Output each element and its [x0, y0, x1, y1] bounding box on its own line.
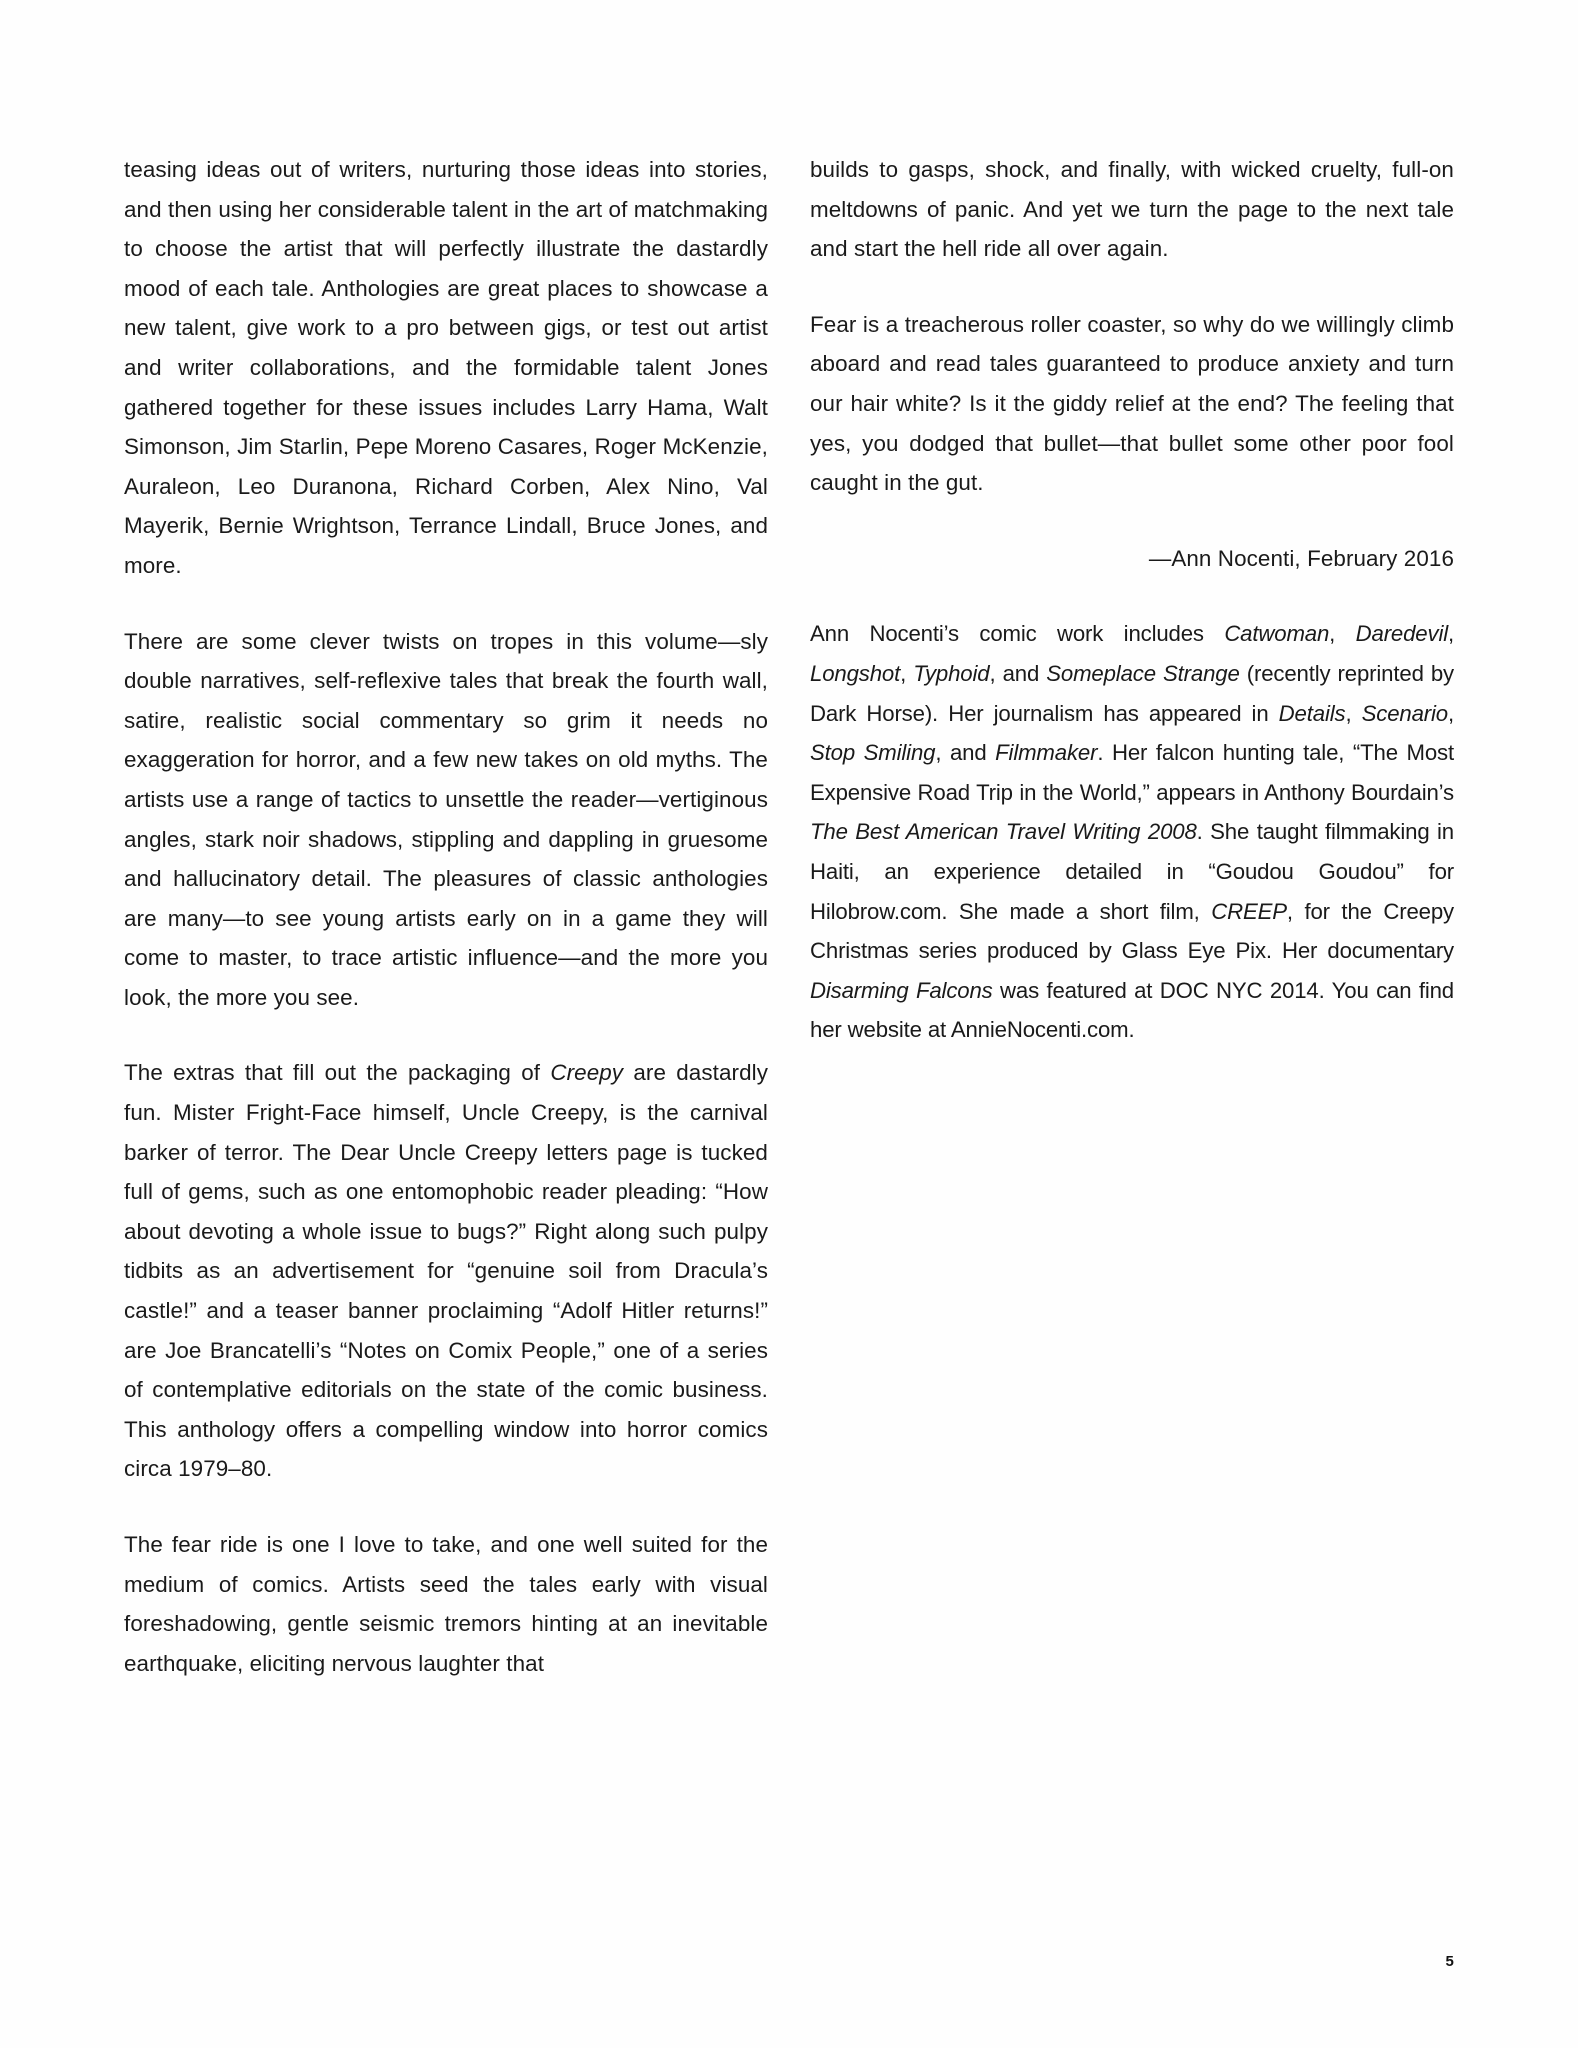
bio-title-creep: CREEP — [1211, 898, 1287, 924]
bio-title-details: Details — [1278, 700, 1346, 726]
creepy-title-italic: Creepy — [550, 1060, 624, 1086]
right-paragraph-2: Fear is a treacherous roller coaster, so why do we willingly climb aboard and read tales guaranteed to produce anxiety and turn our hair white? Is it the giddy relief at the end? The feeling that yes, you dodged that bullet—that bullet some other poor fool caught in the gut. — [810, 311, 1454, 496]
bio-title-catwoman: Catwoman — [1224, 621, 1330, 647]
bio-title-someplace-strange: Someplace Strange — [1046, 660, 1240, 686]
left-paragraph-2: There are some clever twists on tropes in this volume—sly double narratives, self-reflexive tales that break the fourth wall, satire, realistic social commentary so grim it needs no exaggeration for horror, and a few new takes on old myths. The artists use a range of tactics to unsettle the reader—vertiginous angles, stark noir shadows, stippling and dappling in gruesome and hallucinatory detail. The pleasures of classic anthologies are many—to see young artists early on in a game they will come to master, to trace artistic influence—and the more you look, the more you see. — [124, 628, 768, 1010]
author-biography — [810, 614, 1454, 1050]
two-column-text-body — [124, 150, 1454, 1683]
bio-s2: , — [1329, 621, 1356, 647]
bio-title-filmmaker: Filmmaker — [995, 740, 1098, 766]
right-paragraph-1: builds to gasps, shock, and finally, with wicked cruelty, full-on meltdowns of panic. And yet we turn the page to the next tale and start the hell ride all over again. — [810, 157, 1454, 262]
bio-s9: , and — [935, 740, 996, 766]
bio-s1: Ann Nocenti’s comic work includes — [810, 621, 1225, 647]
bio-s13: was featured at DOC NYC 2014. You can find her website at AnnieNocenti.com. — [810, 977, 1454, 1043]
left-column — [124, 150, 768, 1683]
bio-s12: , for the Creepy Christmas series produced by Glass Eye Pix. Her documentary — [810, 898, 1454, 964]
bio-s10: . Her falcon hunting tale, “The Most Expensive Road Trip in the World,” appears in Anthony Bourdain’s — [810, 740, 1454, 805]
page-number: 5 — [1445, 1953, 1454, 1970]
bio-title-daredevil: Daredevil — [1355, 621, 1448, 647]
bio-s11: . She taught filmmaking in Haiti, an experience detailed in “Goudou Goudou” for Hilobrow.com. She made a short film, — [810, 819, 1454, 924]
bio-title-best-american-travel-writing: The Best American Travel Writing 2008 — [810, 819, 1197, 845]
author-attribution: —Ann Nocenti, February 2016 — [1148, 545, 1454, 571]
bio-s8: , — [1447, 700, 1454, 726]
bio-title-disarming-falcons: Disarming Falcons — [810, 977, 993, 1003]
right-column — [810, 150, 1454, 1683]
p3-text-part-2: are dastardly fun. Mister Fright-Face himself, Uncle Creepy, is the carnival barker of terror. The Dear Uncle Creepy letters page is tucked full of gems, such as one entomophobic reader pleading: “How about devoting a whole issue to bugs?” Right along such pulpy tidbits as an advertisement for “genuine soil from Dracula’s castle!” and a teaser banner proclaiming “Adolf Hitler returns!” are Joe Brancatelli’s “Notes on Comix People,” one of a series of contemplative editorials on the state of the comic business. This anthology offers a compelling window into horror comics circa 1979–80. — [124, 1060, 768, 1482]
bio-s6: (recently reprinted by Dark Horse). Her journalism has appeared in — [810, 660, 1454, 726]
bio-s3: , — [1448, 621, 1455, 647]
left-paragraph-4: The fear ride is one I love to take, and one well suited for the medium of comics. Artists seed the tales early with visual foreshadowing, gentle seismic tremors hinting at an inevitable earthquake, eliciting nervous laughter that — [124, 1532, 768, 1676]
bio-s7: , — [1345, 700, 1362, 726]
bio-title-stop-smiling: Stop Smiling — [810, 740, 936, 766]
bio-title-scenario: Scenario — [1361, 700, 1448, 726]
bio-s4: , — [900, 660, 914, 686]
left-paragraph-3 — [124, 1053, 768, 1489]
left-paragraph-1: teasing ideas out of writers, nurturing those ideas into stories, and then using her considerable talent in the art of matchmaking to choose the artist that will perfectly illustrate the dastardly mood of each tale. Anthologies are great places to showcase a new talent, give work to a pro between gigs, or test out artist and writer collaborations, and the formidable talent Jones gathered together for these issues includes Larry Hama, Walt Simonson, Jim Starlin, Pepe Moreno Casares, Roger McKenzie, Auraleon, Leo Duranona, Richard Corben, Alex Nino, Val Mayerik, Bernie Wrightson, Terrance Lindall, Bruce Jones, and more. — [124, 157, 768, 578]
p3-text-part-1: The extras that fill out the packaging of — [124, 1060, 551, 1086]
bio-s5: , and — [989, 660, 1047, 686]
bio-title-longshot: Longshot — [810, 660, 901, 686]
bio-title-typhoid: Typhoid — [913, 660, 990, 686]
